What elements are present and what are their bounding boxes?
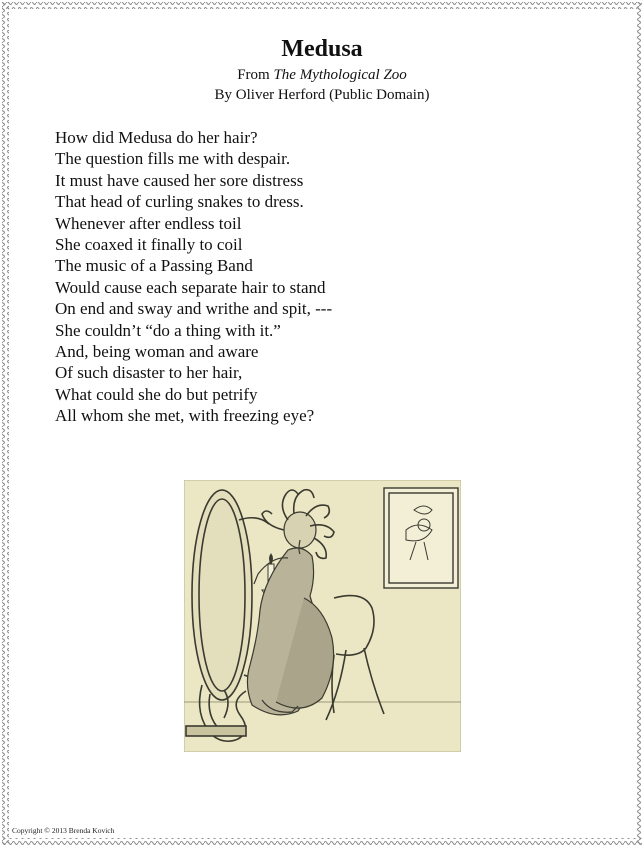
poem-line: She coaxed it finally to coil <box>55 235 243 255</box>
poem-line: Of such disaster to her hair, <box>55 363 243 383</box>
poem-line: The question fills me with despair. <box>55 149 291 169</box>
poem-line: It must have caused her sore distress <box>55 170 304 190</box>
window-frame <box>384 488 458 588</box>
copyright-notice: Copyright © 2013 Brenda Kovich <box>12 826 115 835</box>
poem-line: On end and sway and writhe and spit, --- <box>55 299 333 319</box>
poem-line: How did Medusa do her hair? <box>55 128 258 147</box>
medusa-illustration <box>184 480 461 752</box>
poem-line: All whom she met, with freezing eye? <box>55 406 315 426</box>
poem-line: That head of curling snakes to dress. <box>55 192 304 212</box>
poem-line: The music of a Passing Band <box>55 256 253 276</box>
poem-line: Whenever after endless toil <box>55 213 242 233</box>
poem-line: Would cause each separate hair to stand <box>55 277 326 297</box>
page-title: Medusa <box>281 36 363 62</box>
author-line: By Oliver Herford (Public Domain) <box>214 87 430 103</box>
poem-line: And, being woman and aware <box>55 342 259 362</box>
poem-line: What could she do but petrify <box>55 384 258 404</box>
source-line <box>0 67 644 84</box>
source-prefix: From <box>237 67 274 83</box>
poem <box>55 127 575 427</box>
book-title: The Mythological Zoo <box>273 67 407 83</box>
poem-line: She couldn’t “do a thing with it.” <box>55 320 281 340</box>
